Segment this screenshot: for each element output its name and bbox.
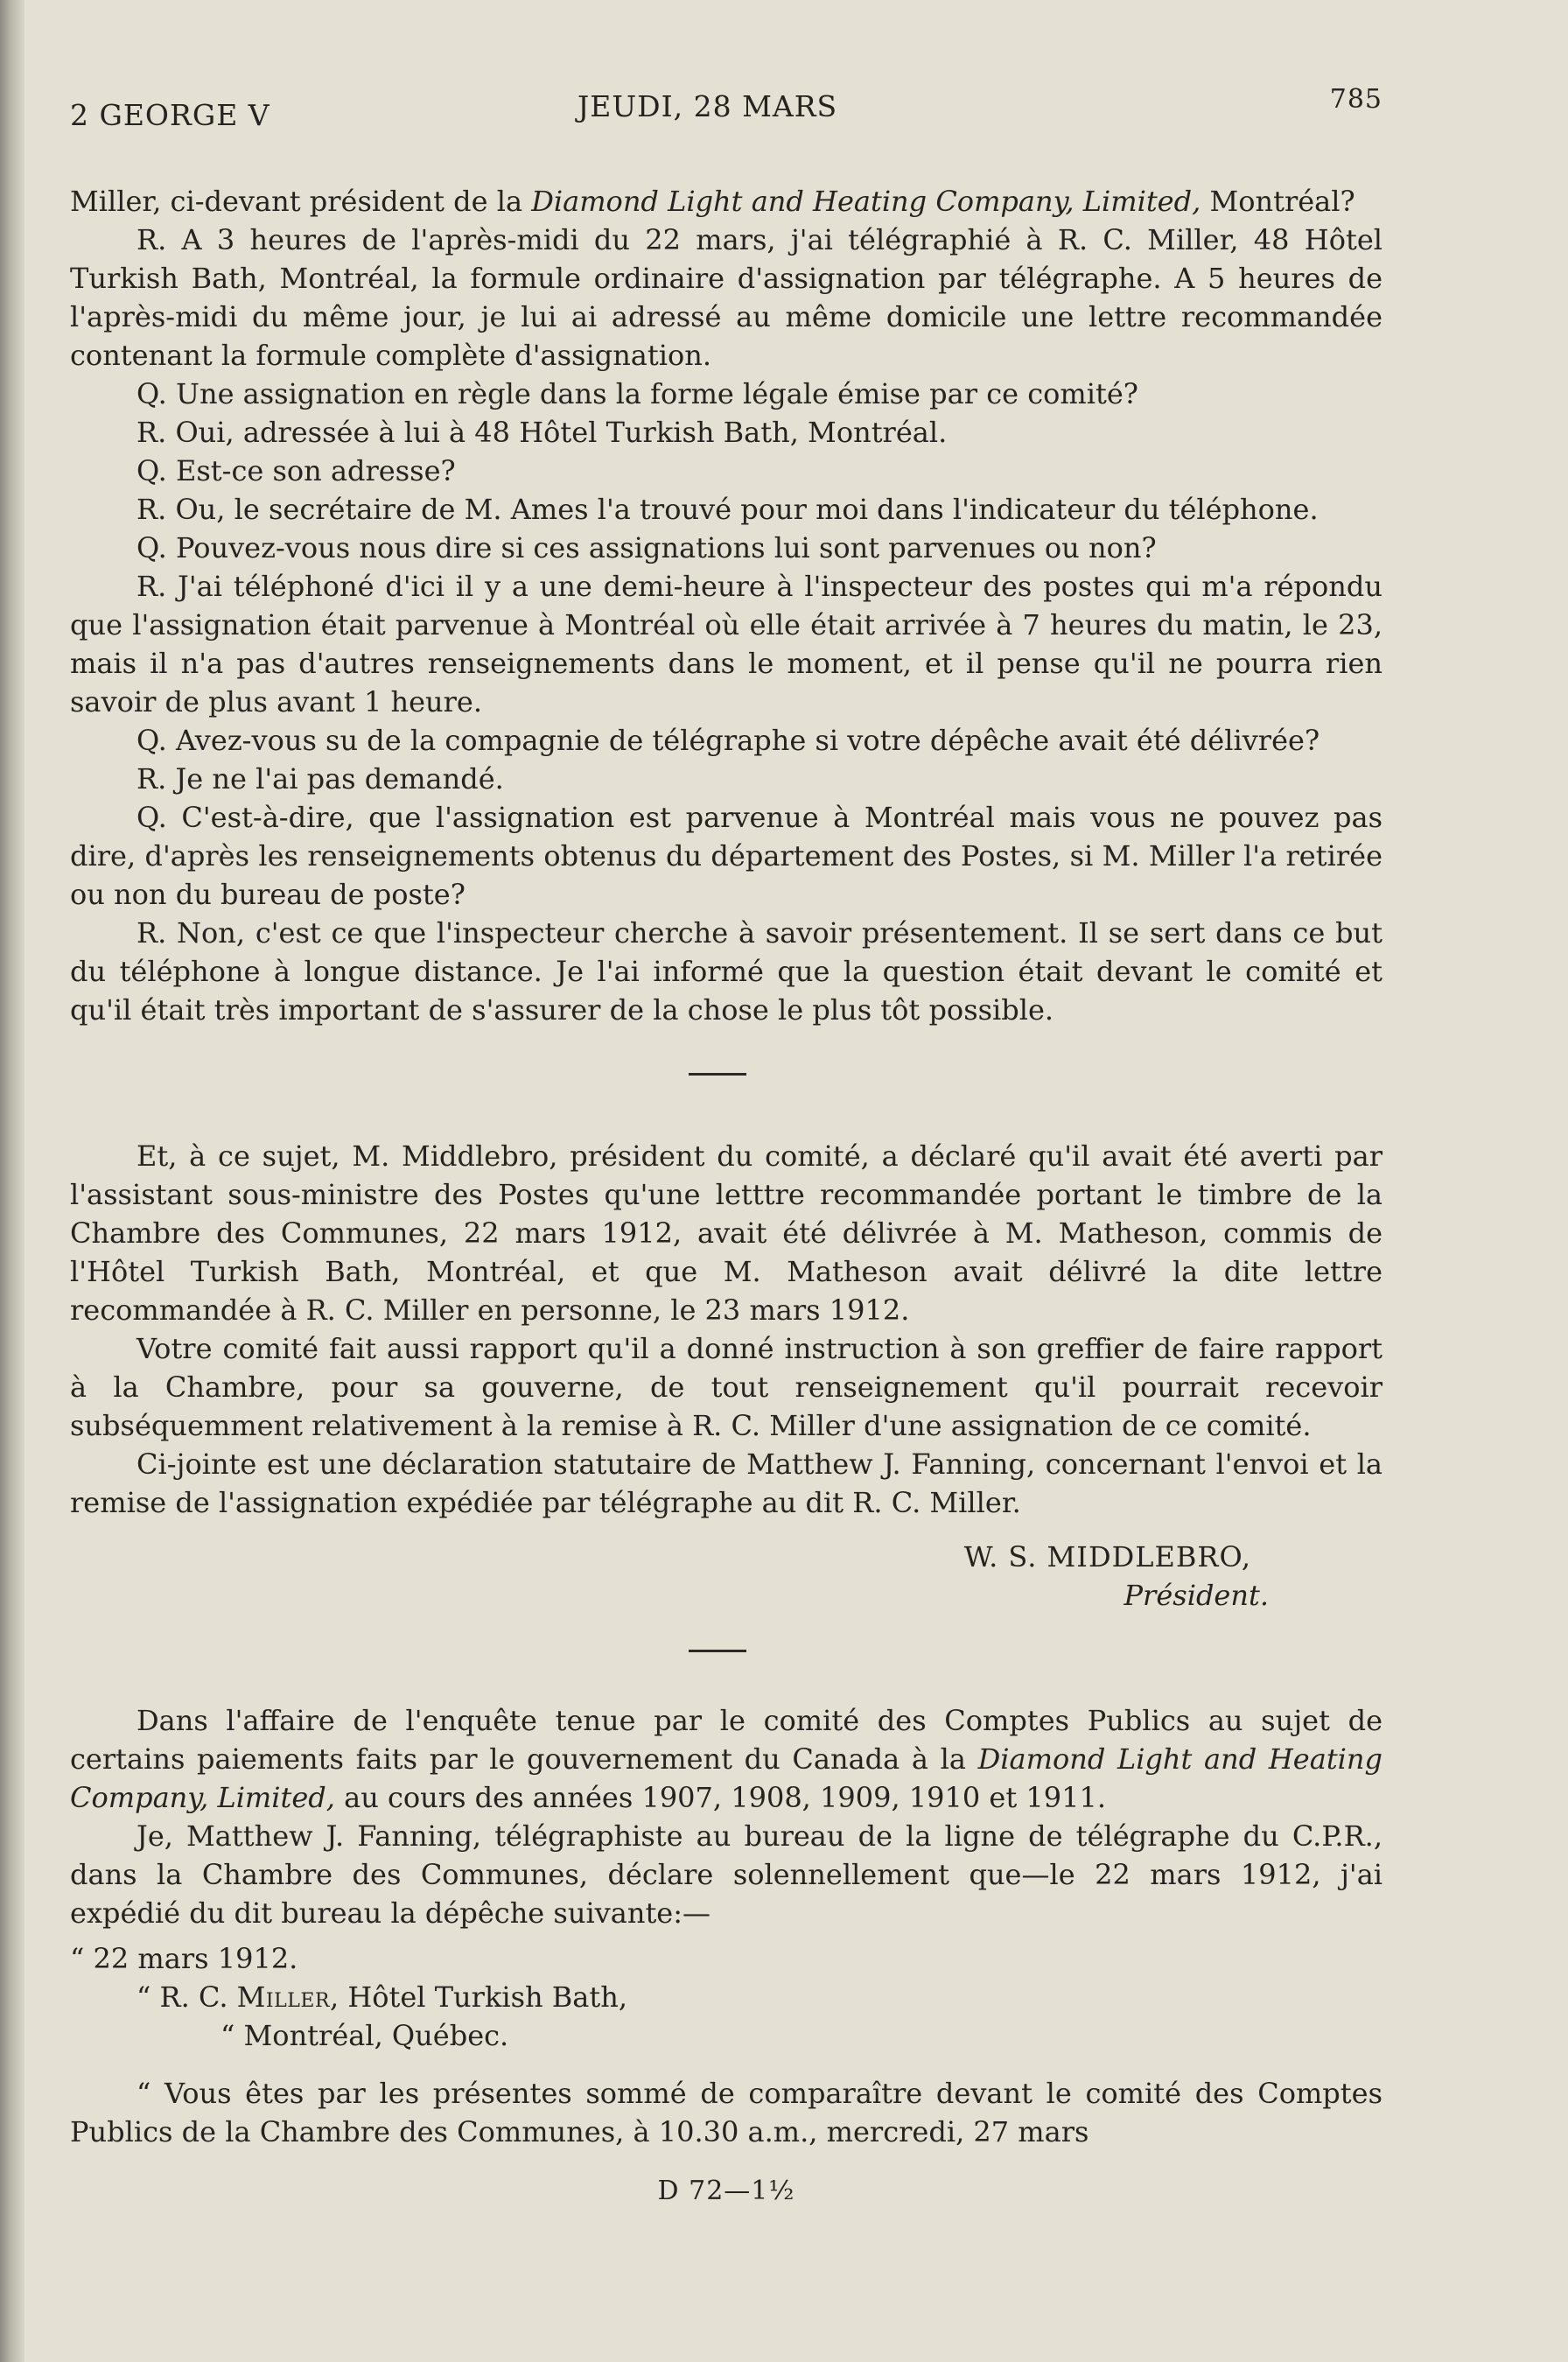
qa-paragraph: Q. Une assignation en règle dans la forme légale émise par ce comité? xyxy=(136,377,1138,410)
qa-paragraph: R. J'ai téléphoné d'ici il y a une demi-heure à l'inspecteur des postes qui m'a répondu que l'assignation était parvenue à Montréal où elle était arrivée à 7 heures du matin, le 23, mais il n'a pas d'autres renseignements dans le moment, et il pense qu'il ne pourra rien savoir de plus avant 1 heure. xyxy=(70,570,1382,718)
document-page xyxy=(70,79,1400,2319)
company-name: Diamond Light and Heating Company, Limited, xyxy=(531,185,1201,218)
declaration-statement: Je, Matthew J. Fanning, télégraphiste au bureau de la ligne de télégraphe du C.P.R., dans la Chambre des Communes, déclare solennellement que—le 22 mars 1912, j'ai expédié du dit bureau la dépêche suivante:— xyxy=(70,1819,1382,1930)
qa-paragraph: Q. Pouvez-vous nous dire si ces assignations lui sont parvenues ou non? xyxy=(136,531,1157,564)
running-header xyxy=(70,84,1382,140)
header-reign: 2 GEORGE V xyxy=(70,98,270,132)
qa-paragraph: Q. Avez-vous su de la compagnie de télégraphe si votre dépêche avait été délivrée? xyxy=(136,724,1320,757)
page-body xyxy=(70,182,1382,2211)
header-date: JEUDI, 28 MARS xyxy=(578,89,838,123)
signature-name: W. S. MIDDLEBRO, xyxy=(963,1540,1251,1573)
qa-paragraph: R. A 3 heures de l'après-midi du 22 mars, j'ai télégraphié à R. C. Miller, 48 Hôtel Turkish Bath, Montréal, la formule ordinaire d'assignation par télégraphe. A 5 heures de l'après-midi du même jour, je lui ai adressé au même domicile une lettre recommandée contenant la formule complète d'assignation. xyxy=(70,223,1382,372)
section-divider xyxy=(689,1073,746,1076)
telegram-addressee: “ R. C. Miller, Hôtel Turkish Bath, xyxy=(136,1980,627,2014)
page-number: 785 xyxy=(1329,84,1382,115)
qa-paragraph: Q. Est-ce son adresse? xyxy=(136,454,456,487)
telegram-city: “ Montréal, Québec. xyxy=(220,2019,509,2052)
company-name: Diamond Light and Heating Company, Limited, xyxy=(70,1742,1383,1814)
telegram-date: “ 22 mars 1912. xyxy=(70,1942,298,1975)
printer-folio: D 72—1½ xyxy=(657,2176,795,2206)
qa-paragraph: R. Oui, adressée à lui à 48 Hôtel Turkish Bath, Montréal. xyxy=(136,416,948,449)
qa-paragraph: R. Je ne l'ai pas demandé. xyxy=(136,762,504,796)
qa-paragraph: R. Ou, le secrétaire de M. Ames l'a trouvé pour moi dans l'indicateur du téléphone. xyxy=(136,493,1319,526)
declaration-intro: Dans l'affaire de l'enquête tenue par le comité des Comptes Publics au sujet de certains paiements faits par le gouvernement du Canada à la Diamond Light and Heating Company, Limited, au cours des années 1907, 1908, 1909, 1910 et 1911. xyxy=(70,1704,1383,1814)
report-paragraph: Ci-jointe est une déclaration statutaire de Matthew J. Fanning, concernant l'envoi et la remise de l'assignation expédiée par télégraphe au dit R. C. Miller. xyxy=(70,1447,1382,1519)
signature-title: Président. xyxy=(1124,1579,1269,1612)
telegram-body: “ Vous êtes par les présentes sommé de comparaître devant le comité des Comptes Publics de la Chambre des Communes, à 10.30 a.m., mercredi, 27 mars xyxy=(70,2077,1382,2148)
page-binding-edge xyxy=(0,0,24,2362)
section-divider xyxy=(689,1650,746,1652)
qa-paragraph: Q. C'est-à-dire, que l'assignation est parvenue à Montréal mais vous ne pouvez pas dire, d'après les renseignements obtenus du département des Postes, si M. Miller l'a retirée ou non du bureau de poste? xyxy=(70,801,1382,911)
report-paragraph: Votre comité fait aussi rapport qu'il a donné instruction à son greffier de faire rapport à la Chambre, pour sa gouverne, de tout renseignement qu'il pourrait recevoir subséquemment relativement à la remise à R. C. Miller d'une assignation de ce comité. xyxy=(70,1332,1382,1442)
qa-paragraph: R. Non, c'est ce que l'inspecteur cherche à savoir présentement. Il se sert dans ce but du téléphone à longue distance. Je l'ai informé que la question était devant le comité et qu'il était très important de s'assurer de la chose le plus tôt possible. xyxy=(70,916,1382,1027)
report-paragraph: Et, à ce sujet, M. Middlebro, président du comité, a déclaré qu'il avait été averti par l'assistant sous-ministre des Postes qu'une letttre recommandée portant le timbre de la Chambre des Communes, 22 mars 1912, avait été délivrée à M. Matheson, commis de l'Hôtel Turkish Bath, Montréal, et que M. Matheson avait délivré la dite lettre recommandée à R. C. Miller en personne, le 23 mars 1912. xyxy=(70,1139,1382,1327)
qa-paragraph: Miller, ci-devant président de la Diamond Light and Heating Company, Limited, Montréal? xyxy=(70,185,1355,218)
